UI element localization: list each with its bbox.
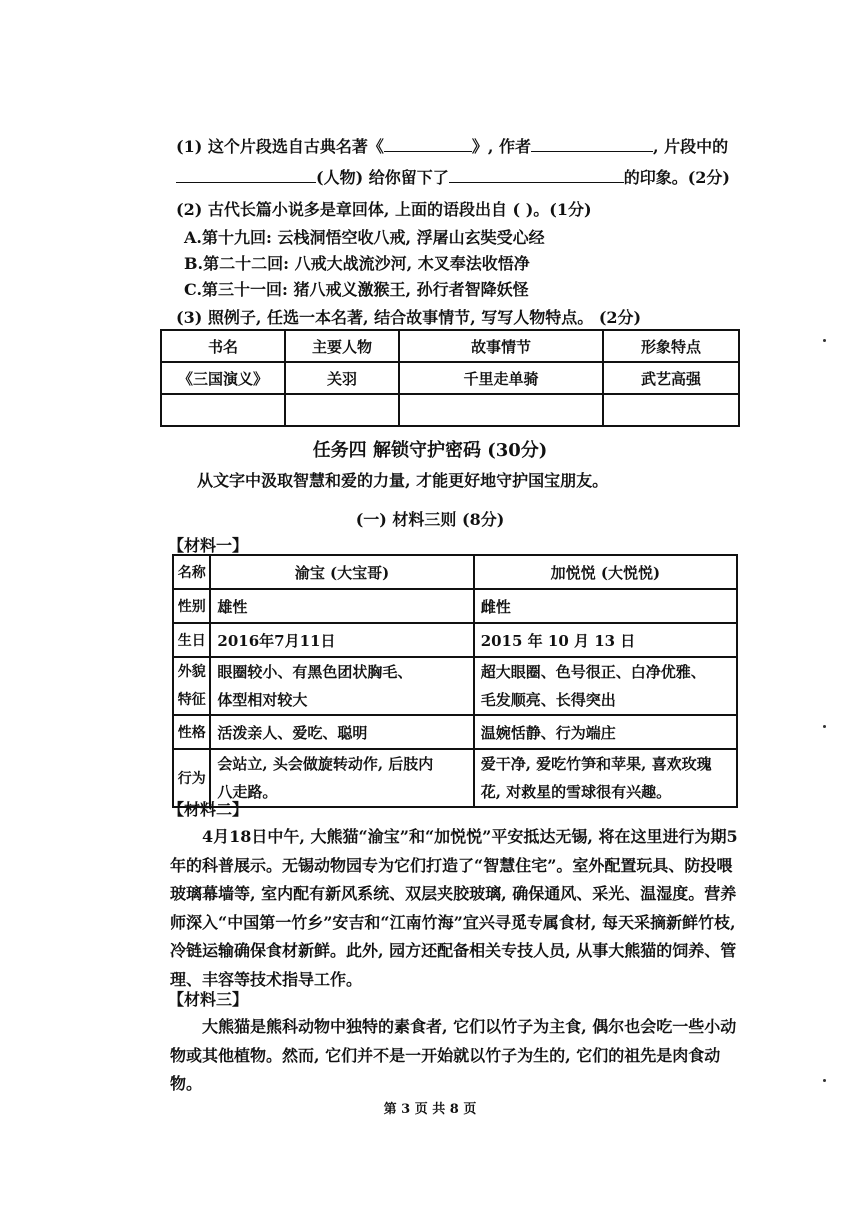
row-personality	[173, 715, 737, 749]
q3-header-row	[161, 330, 739, 362]
task4-title: 任务四 解锁守护密码 (30分)	[312, 440, 548, 461]
answer-character-cell[interactable]	[285, 394, 399, 426]
answer-traits-cell[interactable]	[603, 394, 739, 426]
material2-paragraph: 4月18日中午, 大熊猫“渝宝”和“加悦悦”平安抵达无锡, 将在这里进行为期5年的科普展示。无锡动物园专为它们打造了“智慧住宅”。室外配置玩具、防投喂玻璃幕墙等, 室内配有新风系统、双层夹胶玻璃, 确保通风、采光、温湿度。营养师深入“中国第一竹乡”安吉和“江南竹海”宜兴寻觅专属食材, 每天采摘新鲜竹枝, 冷链运输确保食材新鲜。此外, 园方还配备相关专技人员, 从事大熊猫的饲养、管理、丰容等技术指导工作。	[170, 827, 738, 989]
label-birthday: 生日	[173, 623, 210, 657]
example-character: 关羽	[285, 362, 399, 394]
scan-speck	[823, 1079, 826, 1082]
label-personality: 性格	[173, 715, 210, 749]
panda1-gender: 雄性	[210, 589, 473, 623]
example-plot: 千里走单骑	[399, 362, 603, 394]
example-traits: 武艺高强	[603, 362, 739, 394]
row-appearance	[173, 657, 737, 715]
section-title: (一) 材料三则 (8分)	[355, 510, 505, 529]
answer-blank-character[interactable]	[176, 168, 316, 183]
answer-blank-author[interactable]	[531, 137, 653, 152]
header-traits: 形象特点	[603, 330, 739, 362]
row-name	[173, 555, 737, 589]
panda2-name: 加悦悦 (大悦悦)	[474, 555, 737, 589]
answer-plot-cell[interactable]	[399, 394, 603, 426]
row-gender	[173, 589, 737, 623]
panda1-personality: 活泼亲人、爱吃、聪明	[210, 715, 473, 749]
answer-book-cell[interactable]	[161, 394, 285, 426]
label-behavior: 行为	[173, 749, 210, 807]
panda1-appearance: 眼圈较小、有黑色团状胸毛、 体型相对较大	[210, 657, 473, 715]
q1-line-2: (人物) 给你留下了 的印象。(2分)	[176, 165, 730, 188]
header-plot: 故事情节	[399, 330, 603, 362]
q1-line-1: (1) 这个片段选自古典名著《 》, 作者 , 片段中的	[176, 137, 729, 156]
task4-intro: 从文字中汲取智慧和爱的力量, 才能更好地守护国宝朋友。	[197, 471, 609, 490]
panda2-appearance: 超大眼圈、色号很正、白净优雅、 毛发顺亮、长得突出	[474, 657, 737, 715]
scan-speck	[823, 725, 826, 728]
panda2-behavior: 爱干净, 爱吃竹笋和苹果, 喜欢玫瑰 花, 对救星的雪球很有兴趣。	[474, 749, 737, 807]
q2-stem: (2) 古代长篇小说多是章回体, 上面的语段出自 ( )。(1分)	[176, 200, 592, 219]
material1-table	[172, 554, 738, 808]
material2-title: 【材料二】	[168, 800, 249, 819]
panda1-name: 渝宝 (大宝哥)	[210, 555, 473, 589]
panda2-gender: 雌性	[474, 589, 737, 623]
q3-table	[160, 329, 740, 427]
label-name: 名称	[173, 555, 210, 589]
label-gender: 性别	[173, 589, 210, 623]
example-book: 《三国演义》	[161, 362, 285, 394]
page-number: 第 3 页 共 8 页	[383, 1102, 477, 1117]
header-character: 主要人物	[285, 330, 399, 362]
q2-option-a[interactable]: A.第十九回: 云栈洞悟空收八戒, 浮屠山玄奘受心经	[184, 228, 545, 247]
panda1-behavior: 会站立, 头会做旋转动作, 后肢内 八走路。	[210, 749, 473, 807]
panda2-personality: 温婉恬静、行为端庄	[474, 715, 737, 749]
panda1-birthday: 2016年7月11日	[210, 623, 473, 657]
answer-blank-book[interactable]	[384, 137, 472, 152]
q3-answer-row[interactable]	[161, 394, 739, 426]
panda2-birthday: 2015 年 10 月 13 日	[474, 623, 737, 657]
q2-option-b[interactable]: B.第二十二回: 八戒大战流沙河, 木叉奉法收悟净	[184, 254, 530, 273]
material3-title: 【材料三】	[168, 990, 249, 1009]
scan-speck	[823, 339, 826, 342]
answer-blank-impression[interactable]	[449, 168, 624, 183]
row-birthday	[173, 623, 737, 657]
header-book: 书名	[161, 330, 285, 362]
q3-example-row	[161, 362, 739, 394]
q2-option-c[interactable]: C.第三十一回: 猪八戒义激猴王, 孙行者智降妖怪	[184, 280, 529, 299]
q3-stem: (3) 照例子, 任选一本名著, 结合故事情节, 写写人物特点。 (2分)	[176, 308, 642, 327]
material3-paragraph: 大熊猫是熊科动物中独特的素食者, 它们以竹子为主食, 偶尔也会吃一些小动物或其他植物。然而, 它们并不是一开始就以竹子为生的, 它们的祖先是肉食动物。	[170, 1017, 737, 1093]
material1-title: 【材料一】	[168, 536, 249, 555]
row-behavior	[173, 749, 737, 807]
label-appearance: 外貌 特征	[173, 657, 210, 715]
